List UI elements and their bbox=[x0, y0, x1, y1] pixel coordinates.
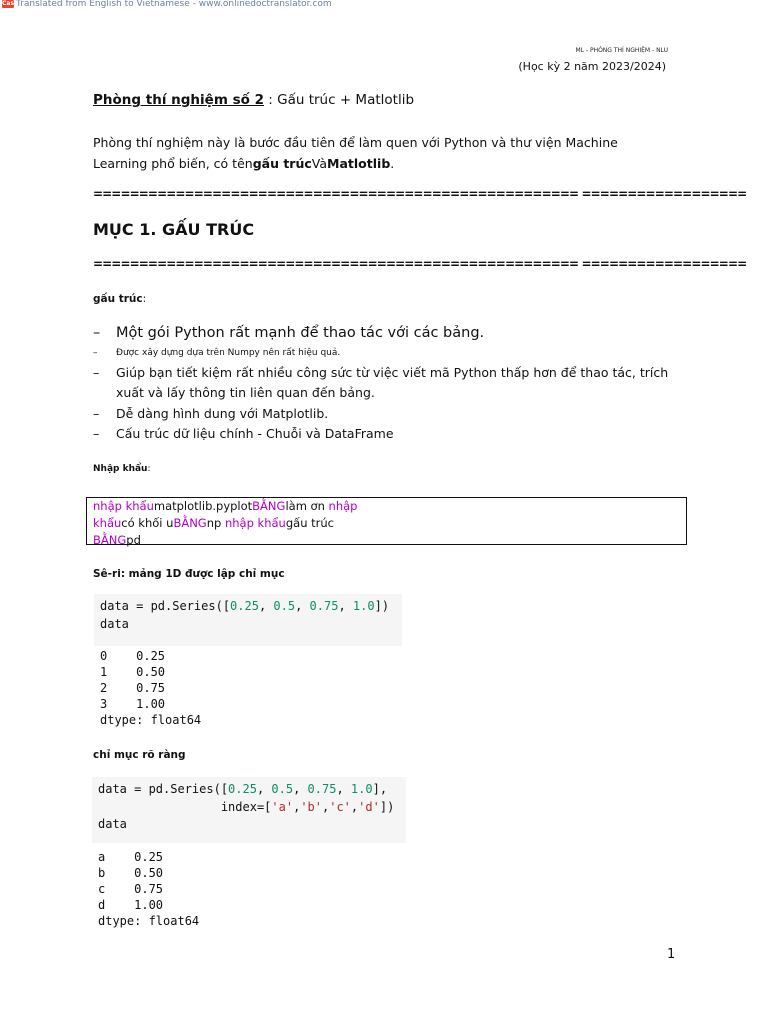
code-output-series: 0 0.25 1 0.50 2 0.75 3 1.00 dtype: float64 bbox=[100, 649, 202, 727]
import-code-box bbox=[86, 497, 687, 545]
term-header: (Học kỳ 2 năm 2023/2024) bbox=[518, 60, 666, 73]
keyword: nhập bbox=[328, 499, 358, 513]
code-text: pd bbox=[126, 533, 141, 547]
intro-pandas: gấu trúc bbox=[252, 156, 312, 171]
code-text: làm ơn bbox=[285, 499, 329, 513]
page-title bbox=[93, 92, 414, 108]
code-string: 'a' bbox=[271, 799, 294, 814]
code-number: 1.0 bbox=[352, 599, 375, 613]
code-block-series bbox=[94, 594, 402, 646]
dash-icon: – bbox=[93, 406, 100, 421]
code-number: 0.25 bbox=[230, 599, 259, 613]
code-text: np bbox=[206, 516, 225, 530]
code-number: 0.75 bbox=[307, 782, 337, 796]
code-text: có khối u bbox=[121, 516, 174, 530]
code-text: index=[ bbox=[98, 799, 272, 814]
feature-list bbox=[93, 322, 678, 444]
code-text: , bbox=[258, 599, 274, 613]
code-line bbox=[98, 781, 400, 799]
import-label-text: Nhập khẩu bbox=[93, 464, 148, 474]
import-line-2 bbox=[93, 515, 683, 532]
list-item-text: Dễ dàng hình dung với Matplotlib. bbox=[116, 406, 329, 421]
list-item bbox=[93, 424, 678, 444]
intro-matplotlib: Matlotlib bbox=[327, 156, 391, 171]
list-item bbox=[93, 322, 678, 345]
code-text: , bbox=[256, 782, 272, 796]
code-line bbox=[100, 598, 396, 616]
code-text: ]) bbox=[379, 799, 395, 814]
dash-icon: – bbox=[93, 365, 100, 380]
dash-icon: – bbox=[93, 426, 100, 441]
import-label bbox=[93, 464, 151, 474]
lab-topic: : Gấu trúc + Matlotlib bbox=[264, 92, 415, 108]
list-item-text: Cấu trúc dữ liệu chính - Chuỗi và DataFrame bbox=[116, 426, 394, 441]
code-string: 'd' bbox=[358, 799, 380, 814]
keyword: khẩu bbox=[93, 516, 122, 530]
code-string: 'c' bbox=[329, 799, 351, 814]
keyword: BẰNG bbox=[93, 533, 127, 547]
lab-number: Phòng thí nghiệm số 2 bbox=[93, 92, 264, 108]
code-text: , bbox=[338, 599, 353, 613]
pandas-label bbox=[93, 293, 146, 305]
import-line-1 bbox=[93, 498, 683, 515]
code-number: 0.25 bbox=[228, 782, 257, 796]
list-item-text: Được xây dựng dựa trên Numpy nên rất hiệu quả. bbox=[116, 348, 341, 358]
code-text: ]) bbox=[374, 599, 390, 613]
code-line: data bbox=[98, 817, 127, 831]
keyword: BẰNG bbox=[252, 499, 286, 513]
code-block-explicit-index bbox=[92, 777, 406, 843]
list-item bbox=[93, 404, 678, 424]
page-number: 1 bbox=[667, 947, 676, 962]
code-text: , bbox=[295, 599, 310, 613]
translator-logo-icon: Cas bbox=[2, 0, 15, 7]
code-line bbox=[98, 799, 400, 817]
keyword: nhập khẩu bbox=[93, 499, 154, 513]
pandas-label-colon: : bbox=[142, 293, 147, 305]
code-text: data = pd.Series([ bbox=[98, 782, 229, 796]
explicit-index-label: chỉ mục rõ ràng bbox=[93, 749, 186, 761]
divider-top: ===================================================== ================== bbox=[93, 187, 747, 201]
code-text: matplotlib.pyplot bbox=[153, 499, 253, 513]
code-output-explicit-index: a 0.25 b 0.50 c 0.75 d 1.00 dtype: float64 bbox=[98, 850, 200, 928]
code-text: , bbox=[293, 799, 301, 814]
list-item-text: Giúp bạn tiết kiệm rất nhiều công sức từ việc viết mã Python thấp hơn để thao tác, trích xuất và lấy thông tin liên quan đến bảng. bbox=[116, 365, 669, 400]
code-text: , bbox=[336, 782, 351, 796]
list-item bbox=[93, 363, 678, 403]
code-text: , bbox=[322, 799, 330, 814]
course-header: ML - PHÒNG THÍ NGHIỆM - NLU bbox=[575, 47, 668, 54]
code-text: ], bbox=[372, 782, 388, 796]
import-label-colon: : bbox=[147, 464, 151, 474]
code-number: 0.5 bbox=[271, 782, 294, 796]
divider-bottom: ===================================================== ================== bbox=[93, 257, 747, 271]
list-item bbox=[93, 346, 678, 360]
code-text: data = pd.Series([ bbox=[100, 599, 231, 613]
code-text: , bbox=[350, 799, 359, 814]
series-label: Sê-ri: mảng 1D được lập chỉ mục bbox=[93, 568, 285, 580]
keyword: nhập khẩu bbox=[224, 516, 286, 530]
intro-end: . bbox=[390, 156, 395, 171]
intro-text: Phòng thí nghiệm này là bước đầu tiên để làm quen với Python và thư viện Machine Learning phổ biến, có tên bbox=[93, 135, 618, 171]
dash-icon: – bbox=[93, 348, 98, 358]
pandas-label-text: gấu trúc bbox=[93, 293, 143, 305]
translator-banner[interactable] bbox=[2, 0, 332, 9]
code-text: , bbox=[293, 782, 308, 796]
translator-banner-text[interactable]: Translated from English to Vietnamese - www.onlinedoctranslator.com bbox=[16, 0, 332, 9]
code-number: 0.75 bbox=[309, 599, 339, 613]
code-number: 0.5 bbox=[273, 599, 296, 613]
code-string: 'b' bbox=[300, 799, 322, 814]
code-text: gấu trúc bbox=[285, 516, 334, 530]
dash-icon: – bbox=[93, 325, 101, 341]
list-item-text: Một gói Python rất mạnh để thao tác với các bảng. bbox=[116, 325, 485, 341]
section-title: MỤC 1. GẤU TRÚC bbox=[93, 220, 255, 239]
code-line: data bbox=[100, 616, 129, 631]
code-number: 1.0 bbox=[350, 782, 373, 796]
intro-paragraph bbox=[93, 132, 653, 174]
keyword: BẰNG bbox=[173, 516, 207, 530]
intro-and: Và bbox=[311, 156, 328, 171]
import-line-3 bbox=[93, 532, 683, 549]
